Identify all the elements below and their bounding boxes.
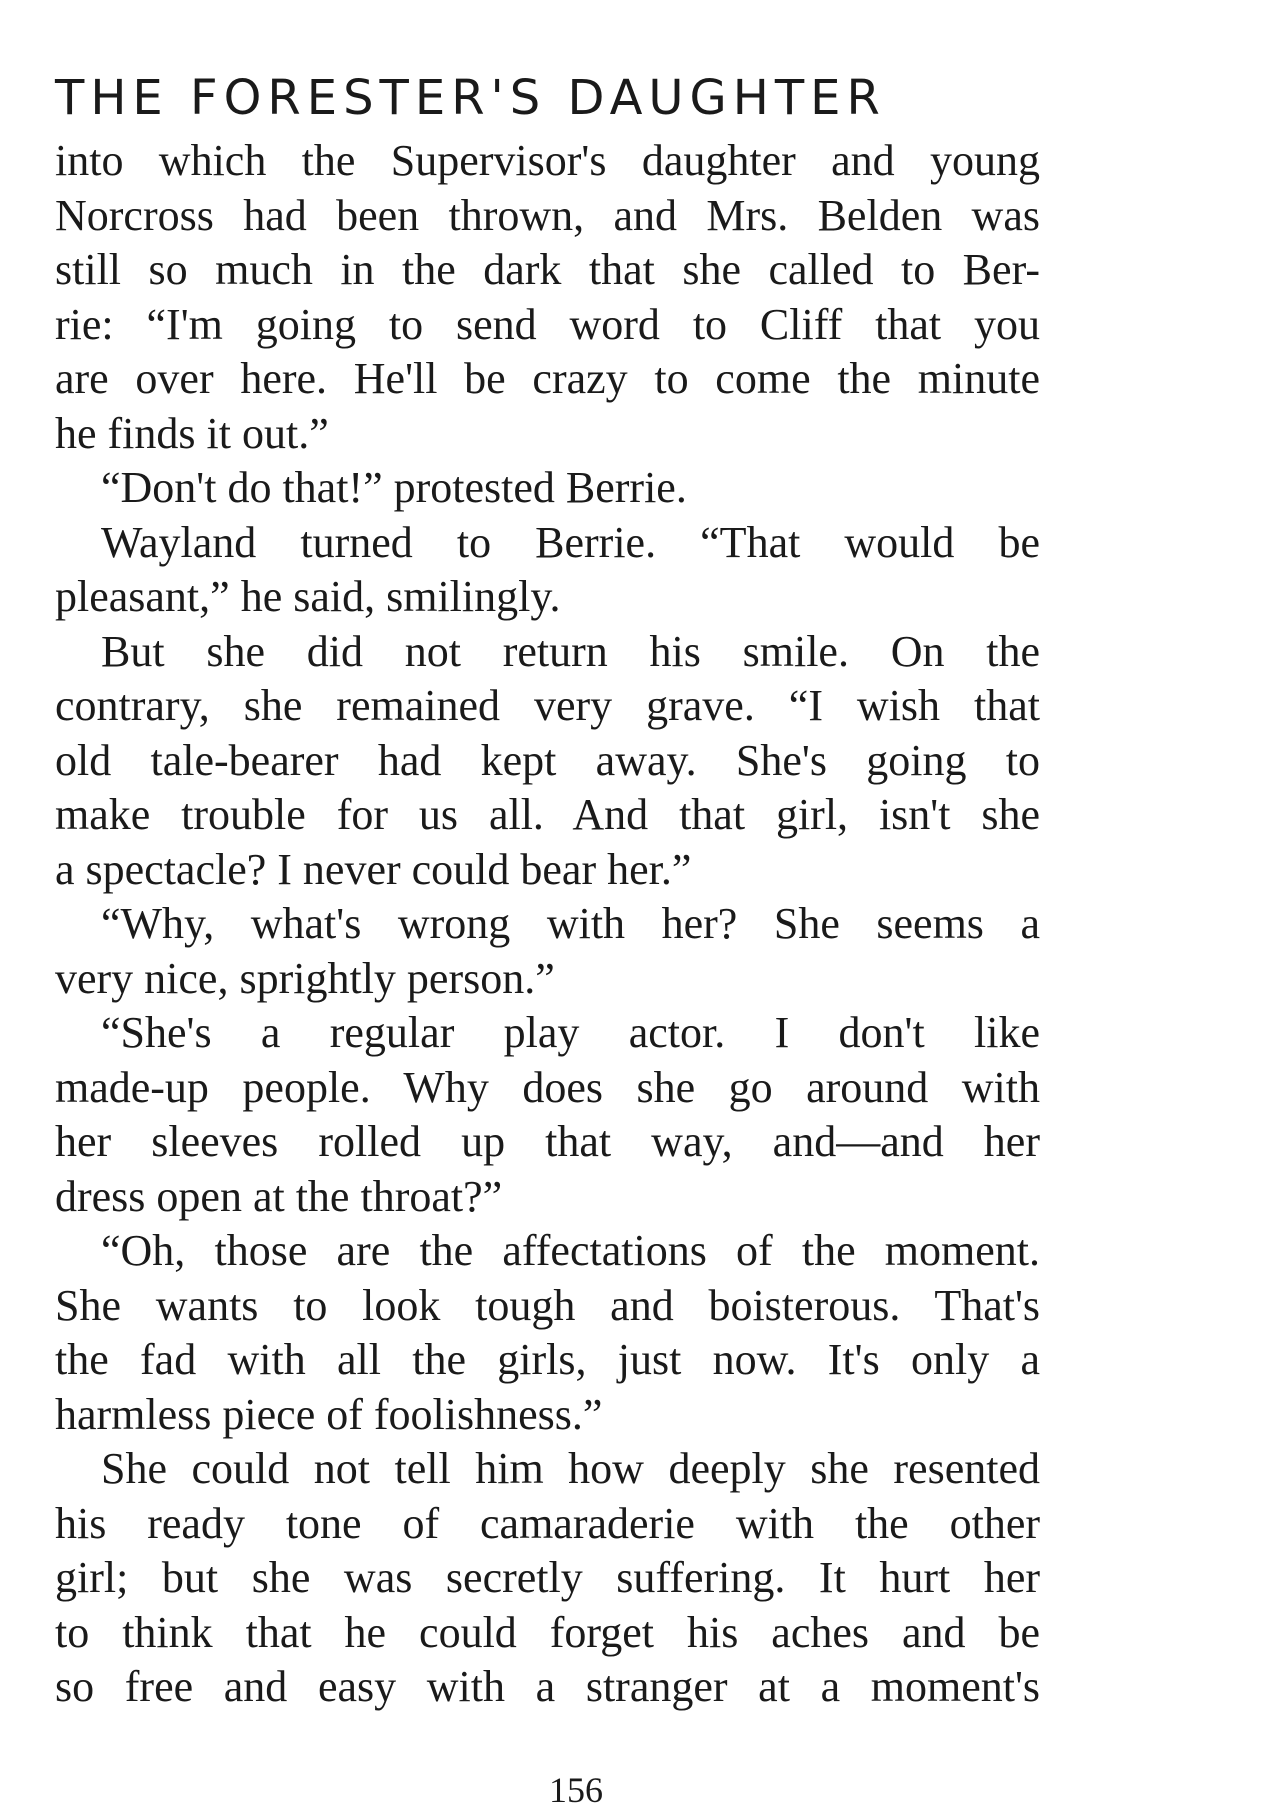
text-line: girl; but she was secretly suffering. It hurt her <box>55 1553 1040 1602</box>
text-line: his ready tone of camaraderie with the other <box>55 1498 1040 1548</box>
text-line: are over here. He'll be crazy to come the minute <box>55 354 1040 403</box>
text-line: Wayland turned to Berrie. “That would be <box>101 517 1040 567</box>
text-line: contrary, she remained very grave. “I wish that <box>55 681 1040 730</box>
text-line: still so much in the dark that she called to Ber- <box>55 245 1040 294</box>
text-line: rie: “I'm going to send word to Cliff that you <box>55 299 1040 349</box>
text-line: so free and easy with a stranger at a moment's <box>55 1662 1040 1711</box>
page-number: 156 <box>549 1770 603 1810</box>
text-line: into which the Supervisor's daughter and young <box>55 136 1040 185</box>
text-line: She wants to look tough and boisterous. That's <box>55 1280 1040 1330</box>
text-line: “Oh, those are the affectations of the moment. <box>101 1226 1040 1275</box>
text-line: he finds it out.” <box>55 408 329 458</box>
text-line: harmless piece of foolishness.” <box>55 1389 603 1439</box>
text-line: She could not tell him how deeply she resented <box>101 1444 1040 1493</box>
running-head: THE FORESTER'S DAUGHTER <box>55 70 886 126</box>
body-text <box>55 134 1040 1715</box>
text-line: “Why, what's wrong with her? She seems a <box>101 899 1040 948</box>
text-line: make trouble for us all. And that girl, isn't she <box>55 790 1040 839</box>
text-line: Norcross had been thrown, and Mrs. Belden was <box>55 190 1040 240</box>
text-line: a spectacle? I never could bear her.” <box>55 844 692 894</box>
text-line: her sleeves rolled up that way, and—and her <box>55 1117 1040 1166</box>
text-line: the fad with all the girls, just now. It's only a <box>55 1335 1040 1384</box>
text-line: “She's a regular play actor. I don't like <box>101 1008 1040 1057</box>
text-line: old tale-bearer had kept away. She's going to <box>55 735 1040 785</box>
book-page <box>55 70 1040 1715</box>
text-line: very nice, sprightly person.” <box>55 953 555 1003</box>
text-line: “Don't do that!” protested Berrie. <box>101 463 687 512</box>
text-line: But she did not return his smile. On the <box>101 626 1040 676</box>
text-line: made-up people. Why does she go around with <box>55 1062 1040 1112</box>
text-line: pleasant,” he said, smilingly. <box>55 572 561 621</box>
text-line: to think that he could forget his aches and be <box>55 1607 1040 1657</box>
text-line: dress open at the throat?” <box>55 1171 503 1221</box>
